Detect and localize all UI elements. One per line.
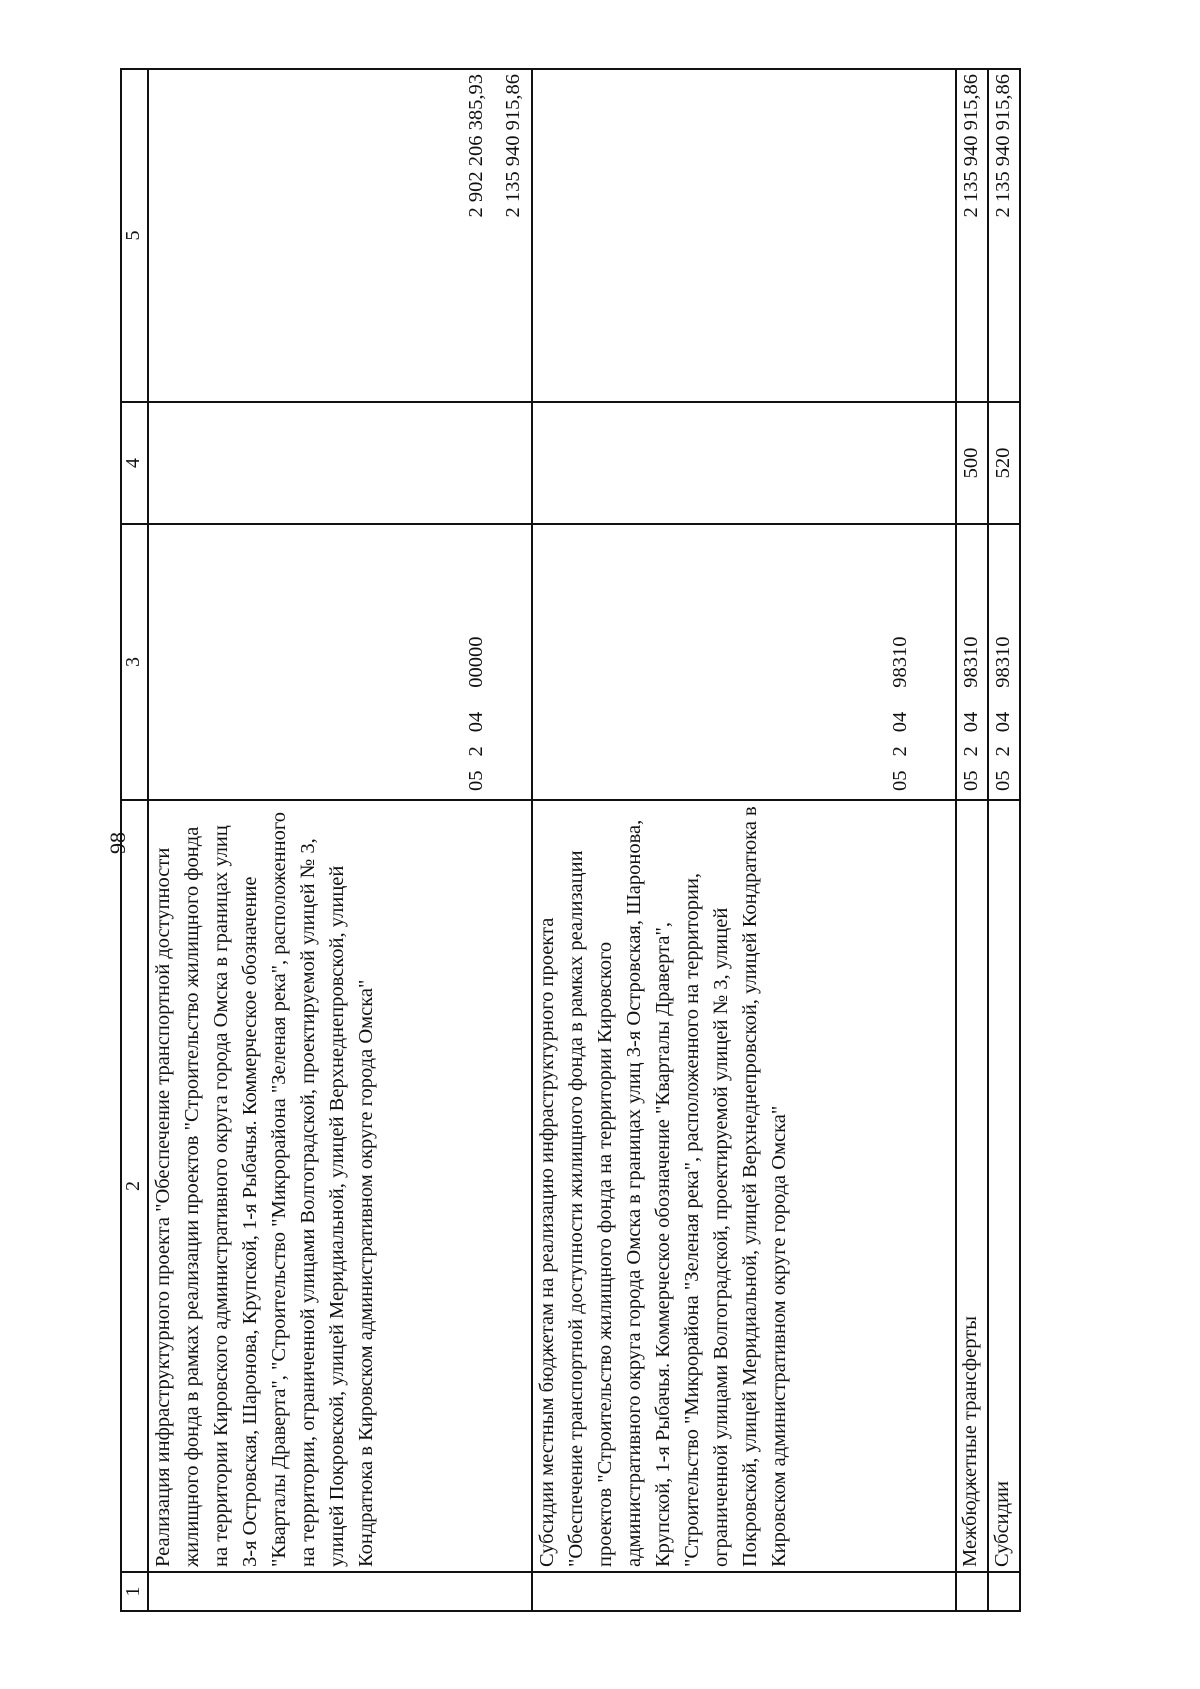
header-col-3: 3 — [121, 524, 148, 800]
row-name: Реализация инфраструктурного проекта "Обеспечение транспортной доступности жилищного фонда в рамках реализации проектов "Строительство жилищного фонда на территории Кировского административного округа города Омска в границах улиц 3-я Островская, Шаронова, Крупской, 1-я Рыбачья. Коммерческое обозначение "Кварталы Драверта", "Строительство "Микрорайона "Зеленая река", расположенного на территории, ограниченной улицами Волгоградской, проектируемой улицей № 3, улицей Покровской, улицей Меридиальной, улицей Верхнеднепровской, улицей Кондратюка в Кировском административном округе города Омска" — [148, 800, 532, 1572]
row-type — [148, 402, 532, 524]
budget-table — [120, 68, 1021, 1612]
row-code — [988, 524, 1020, 800]
table-row — [148, 69, 532, 1611]
code-part: 2 — [992, 746, 1015, 757]
code-part: 04 — [992, 711, 1015, 733]
header-col-2: 2 — [121, 800, 148, 1572]
header-col-4: 4 — [121, 402, 148, 524]
row-amount: 2 135 940 915,86 — [956, 69, 988, 402]
table-row — [988, 69, 1020, 1611]
header-col-5: 5 — [121, 69, 148, 402]
code-part: 98310 — [992, 636, 1015, 688]
page-number: 98 — [105, 832, 130, 854]
row-col1 — [148, 1572, 532, 1611]
code-part: 2 — [465, 746, 488, 757]
row-code — [956, 524, 988, 800]
row-type: 500 — [956, 402, 988, 524]
code-part: 05 — [465, 770, 488, 791]
row-name: Межбюджетные трансферты — [956, 800, 988, 1572]
row-code — [148, 524, 532, 800]
code-part: 04 — [960, 711, 983, 733]
code-part: 05 — [888, 770, 911, 791]
code-part: 04 — [888, 711, 911, 733]
table-row — [956, 69, 988, 1611]
row-col1 — [988, 1572, 1020, 1611]
row-amount: 2 135 940 915,86 — [988, 69, 1020, 402]
code-part: 00000 — [465, 636, 488, 688]
header-col-1: 1 — [121, 1572, 148, 1611]
row-amount: 2 902 206 385,93 — [114, 69, 498, 402]
row-amount: 2 135 940 915,86 — [498, 69, 922, 402]
rotated-table-wrapper — [120, 70, 1021, 1612]
row-name: Субсидии местным бюджетам на реализацию инфраструктурного проекта "Обеспечение транспортной доступности жилищного фонда в рамках реализации проектов "Строительство жилищного фонда на территории Кировского административного округа города Омска в границах улиц 3-я Островская, Шаронова, Крупской, 1-я Рыбачья. Коммерческое обозначение "Кварталы Драверта", "Строительство "Микрорайона "Зеленая река", расположенного на территории, ограниченной улицами Волгоградской, проектируемой улицей № 3, улицей Покровской, улицей Меридиальной, улицей Верхнеднепровской, улицей Кондратюка в Кировском административном округе города Омска" — [532, 800, 956, 1572]
table-row — [532, 69, 956, 1611]
code-part: 98310 — [888, 636, 911, 688]
row-code — [532, 524, 956, 800]
code-part: 98310 — [960, 636, 983, 688]
row-col1 — [956, 1572, 988, 1611]
row-name: Субсидии — [988, 800, 1020, 1572]
row-type — [532, 402, 956, 524]
row-col1 — [532, 1572, 956, 1611]
code-part: 2 — [960, 746, 983, 757]
code-part: 04 — [465, 711, 488, 733]
code-part: 05 — [992, 770, 1015, 791]
code-part: 2 — [888, 746, 911, 757]
row-type: 520 — [988, 402, 1020, 524]
code-part: 05 — [960, 770, 983, 791]
